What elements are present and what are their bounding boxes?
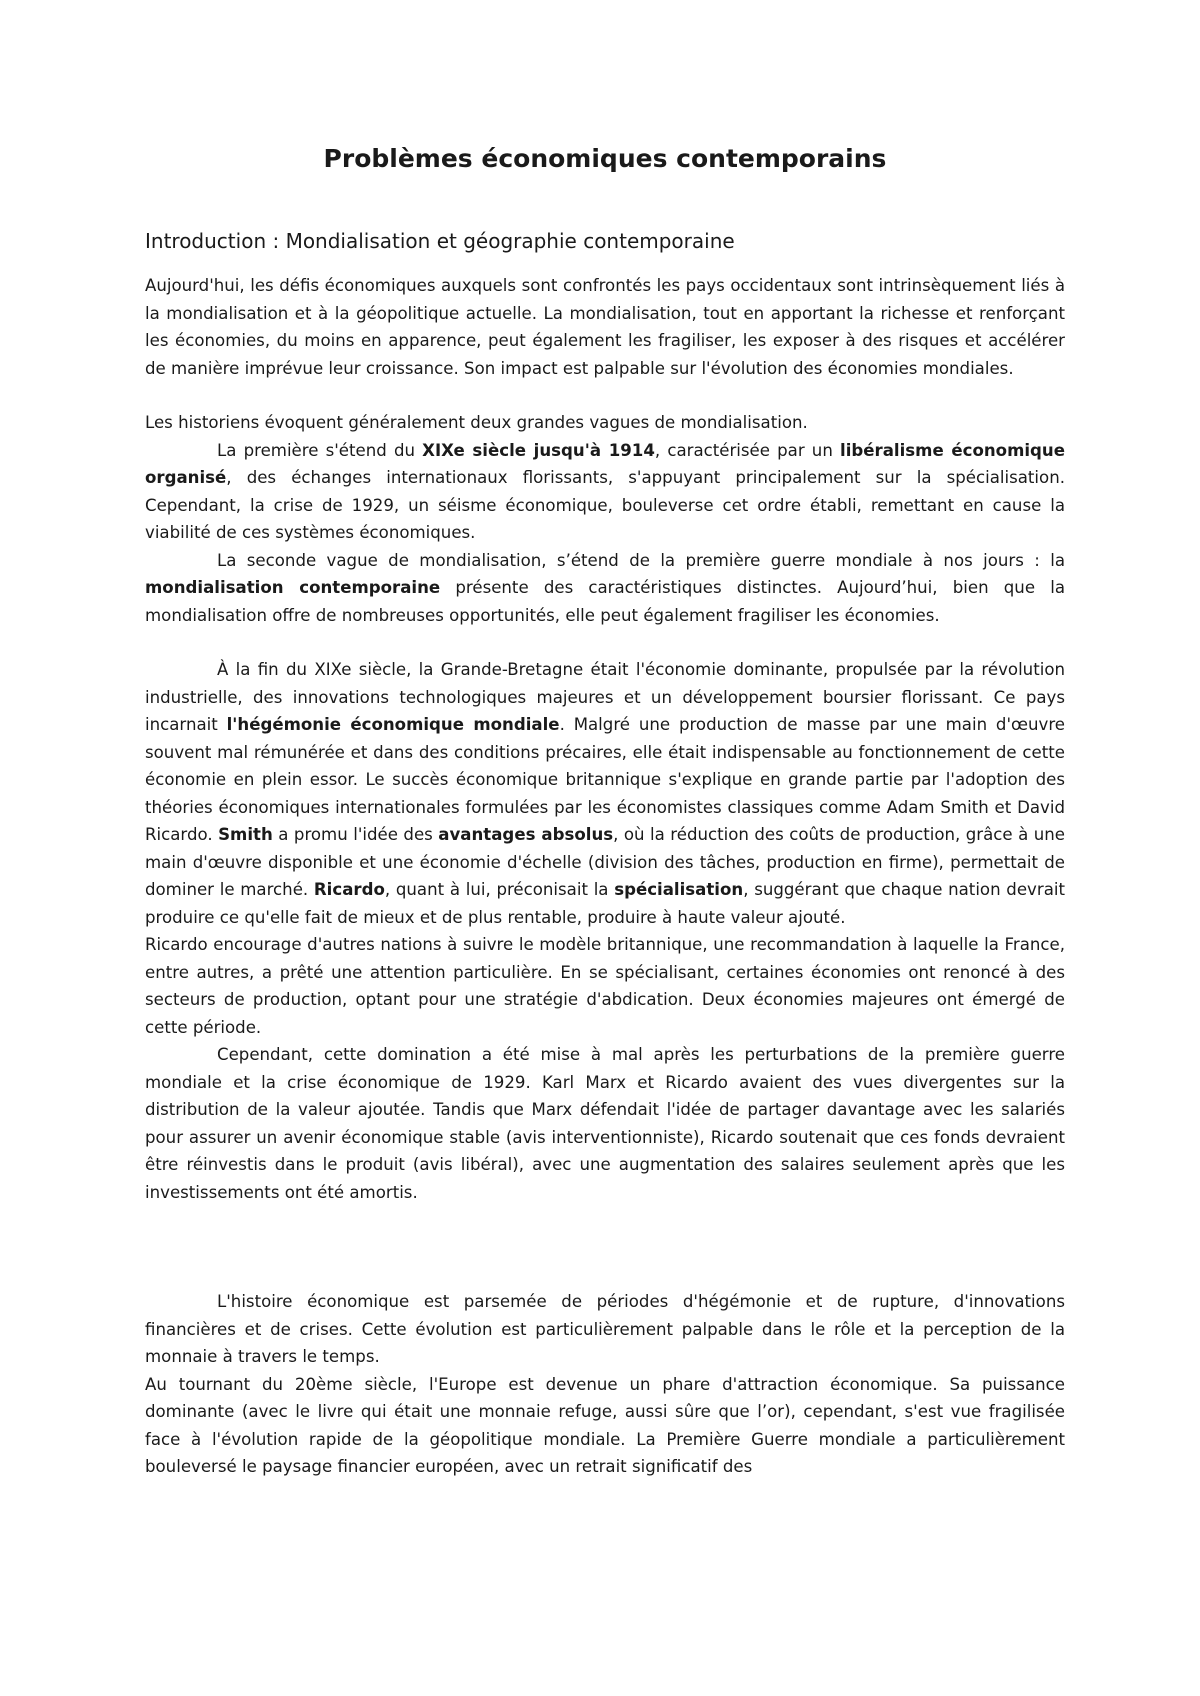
paragraph-waves: Les historiens évoquent généralement deux grandes vagues de mondialisation.: [145, 413, 808, 432]
bold-term: XIXe siècle jusqu'à 1914: [422, 440, 655, 460]
paragraph-ricardo: Ricardo encourage d'autres nations à suivre le modèle britannique, une recommandation à laquelle la France, entre autres, a prêté une attention particulière. En se spécialisant, certaines économies ont renoncé à des secteurs de production, optant pour une stratégie d'abdication. Deux économies majeures ont émergé de cette période.: [145, 935, 1065, 1037]
bold-term: spécialisation: [614, 880, 744, 899]
paragraph-marx-ricardo: Cependant, cette domination a été mise à mal après les perturbations de la première guerre mondiale et la crise économique de 1929. Karl Marx et Ricardo avaient des vues divergentes sur la distribution de la valeur ajoutée. Tandis que Marx défendait l'idée de partager davantage avec les salariés pour assurer un avenir économique stable (avis interventionniste), Ricardo soutenait que ces fonds devraient être réinvestis dans le produit (avis libéral), avec une augmentation des salaires seulement après que les investissements ont été amortis.: [145, 1045, 1065, 1202]
bold-term: Ricardo: [313, 880, 385, 899]
bold-term: mondialisation contemporaine: [145, 578, 441, 597]
bold-term: l'hégémonie économique mondiale: [226, 715, 560, 734]
document-title: Problèmes économiques contemporains: [323, 144, 887, 173]
paragraph-first-wave: La première s'étend du XIXe siècle jusqu'à 1914, caractérisée par un libéralisme économique organisé, des échanges internationaux florissants, s'appuyant principalement sur la spécialisation. Cependant, la crise de 1929, un séisme économique, bouleverse cet ordre établi, remettant en cause la viabilité de ces systèmes économiques.: [145, 440, 1066, 542]
document-body: [145, 138, 1065, 1481]
paragraph-history: L'histoire économique est parsemée de périodes d'hégémonie et de rupture, d'innovations financières et de crises. Cette évolution est particulièrement palpable dans le rôle et la perception de la monnaie à travers le temps.: [145, 1292, 1065, 1366]
bold-term: Smith: [218, 825, 273, 844]
section-heading: Introduction : Mondialisation et géographie contemporaine: [145, 229, 735, 253]
bold-term: avantages absolus: [438, 825, 614, 844]
paragraph-second-wave: La seconde vague de mondialisation, s’étend de la première guerre mondiale à nos jours : la mondialisation contemporaine présente des caractéristiques distinctes. Aujourd’hui, bien que la mondialisation offre de nombreuses opportunités, elle peut également fragiliser les économies.: [145, 550, 1065, 625]
bold-term: libéralisme économique organisé: [145, 440, 1066, 487]
paragraph-intro: Aujourd'hui, les défis économiques auxquels sont confrontés les pays occidentaux sont intrinsèquement liés à la mondialisation et à la géopolitique actuelle. La mondialisation, tout en apportant la richesse et renforçant les économies, du moins en apparence, peut également les fragiliser, les exposer à des risques et accélérer de manière imprévue leur croissance. Son impact est palpable sur l'évolution des économies mondiales.: [145, 276, 1065, 378]
paragraph-europe: Au tournant du 20ème siècle, l'Europe est devenue un phare d'attraction économique. Sa puissance dominante (avec le livre qui était une monnaie refuge, aussi sûre que l’or), cependant, s'est vue fragilisée face à l'évolution rapide de la géopolitique mondiale. La Première Guerre mondiale a particulièrement bouleversé le paysage financier européen, avec un retrait significatif des: [145, 1374, 1065, 1476]
paragraph-great-britain: À la fin du XIXe siècle, la Grande-Bretagne était l'économie dominante, propulsée par la révolution industrielle, des innovations technologiques majeures et un développement boursier florissant. Ce pays incarnait l'hégémonie économique mondiale. Malgré une production de masse par une main d'œuvre souvent mal rémunérée et dans des conditions précaires, elle était indispensable au fonctionnement de cette économie en plein essor. Le succès économique britannique s'explique en grande partie par l'adoption des théories économiques internationales formulées par les économistes classiques comme Adam Smith et David Ricardo. Smith a promu l'idée des avantages absolus, où la réduction des coûts de production, grâce à une main d'œuvre disponible et une économie d'échelle (division des tâches, production en firme), permettait de dominer le marché. Ricardo, quant à lui, préconisait la spécialisation, suggérant que chaque nation devrait produire ce qu'elle fait de mieux et de plus rentable, produire à haute valeur ajouté.: [145, 660, 1066, 927]
